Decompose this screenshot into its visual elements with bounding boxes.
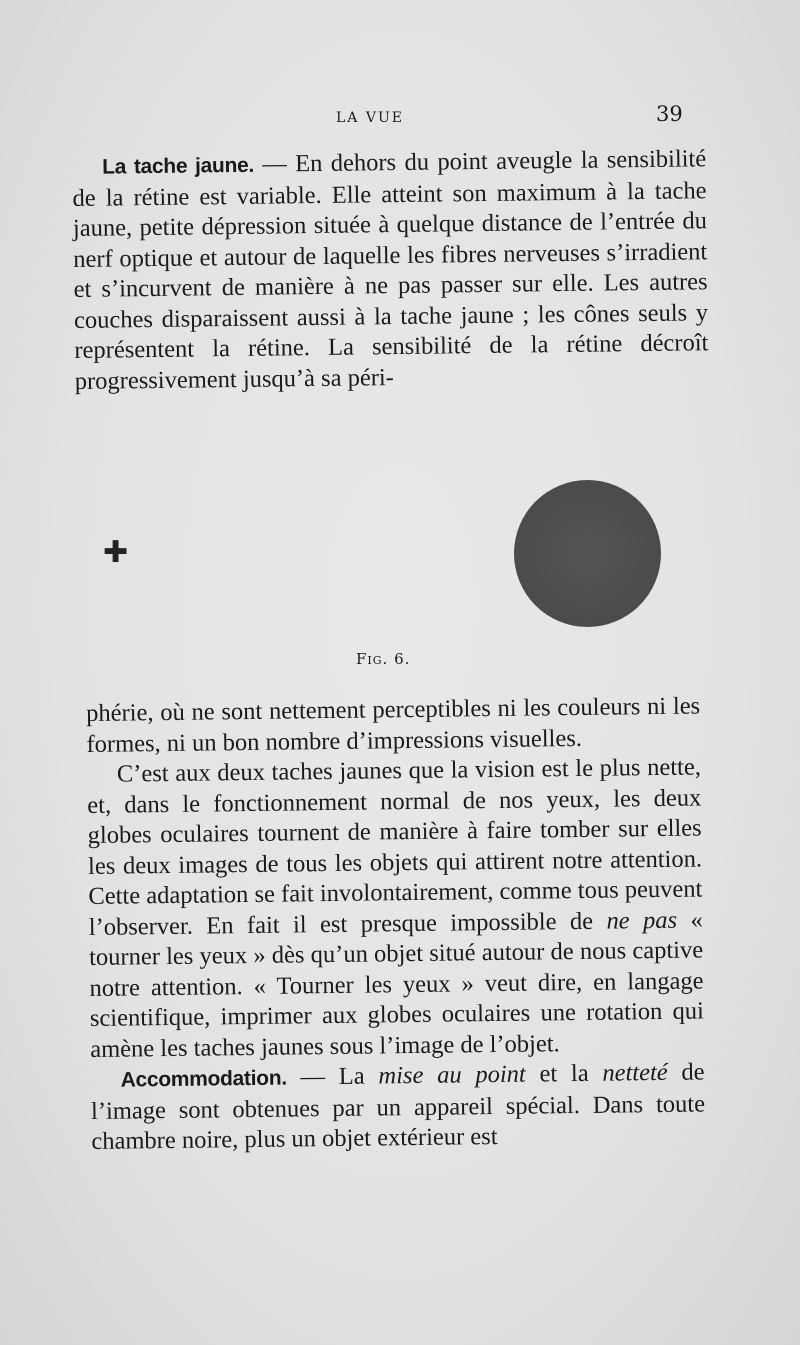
text-block-bottom [86,691,706,1157]
paragraph-text: — En dehors du point aveugle la sensibilité de la rétine est variable. Elle atteint son maximum à la tache jaune, petite dépression située à quelque distance de l’entrée du nerf optique et autour de laquelle les fibres nerveuses s’irradient et s’incurvent de manière à ne pas passer sur elle. Les autres couches disparaissent aussi à la tache jaune ; les cônes seuls y représentent la rétine. La sensibilité de la rétine décroît progressivement jusqu’à sa péri- [72,145,709,395]
running-head [0,102,800,132]
running-title: LA VUE [336,110,404,126]
cross-mark-icon: ✚ [103,535,129,570]
italic-mise-au-point: mise au point [378,1060,526,1090]
italic-nettete: netteté [602,1058,668,1087]
page-number: 39 [656,102,683,126]
paragraph-continuation: phérie, où ne sont nettement perceptibles ni les couleurs ni les formes, ni un bon nombre d’impressions visuelles. [86,692,701,758]
section-heading-tache-jaune: La tache jaune. [102,153,255,179]
paragraph-text: et la [525,1059,603,1088]
italic-ne-pas: ne pas [606,906,678,935]
paragraph-accommodation [90,1057,705,1157]
figure-caption: Fig. 6. [356,650,411,668]
figure-6 [0,470,800,670]
paragraph-tache-jaune [72,144,709,397]
dark-disc [514,480,661,627]
text-block-top [72,144,709,397]
paragraph-text: C’est aux deux taches jaunes que la vision est le plus nette, et, dans le fonctionnement normal de nos yeux, les deux globes oculaires tournent de manière à faire tomber sur elles les deux images de tous les objets qui attirent notre attention. Cette adaptation se fait involontairement, comme tous peuvent l’observer. En fait il est presque impossible de [87,753,703,941]
paragraph-text: de l’image sont obtenues par un appareil spécial. Dans toute chambre noire, plus un objet extérieur est [90,1058,706,1155]
paragraph-text: — La [286,1062,379,1091]
section-heading-accommodation: Accommodation. [120,1066,287,1092]
paragraph-text: « tourner les yeux » dès qu’un objet situé autour de nous captive notre attention. « Tourner les yeux » veut dire, en langage scientifique, imprimer aux globes oculaires une rotation qui amène les taches jaunes sous l’image de l’objet. [88,905,705,1063]
paragraph-taches-jaunes [87,752,705,1064]
